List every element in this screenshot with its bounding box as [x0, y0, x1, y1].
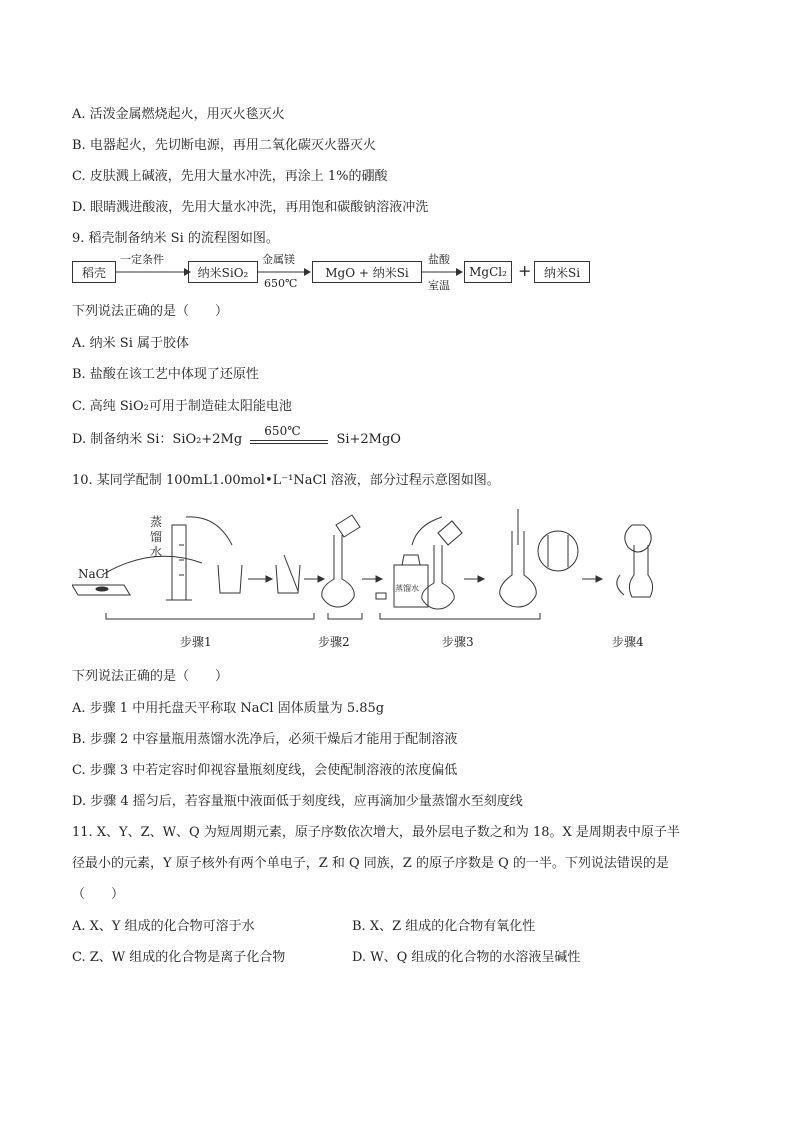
q9-option-c: C. 高纯 SiO₂可用于制造硅太阳能电池 [72, 399, 292, 414]
flow-plus: + [518, 261, 532, 280]
q11-option-d: D. W、Q 组成的化合物的水溶液呈碱性 [352, 950, 581, 965]
fig-label-step3: 步骤3 [442, 635, 474, 649]
q9-option-d-suffix: Si+2MgO [336, 432, 401, 447]
q9-option-a: A. 纳米 Si 属于胶体 [72, 336, 189, 351]
q9-option-d-prefix: D. 制备纳米 Si：SiO₂+2Mg [72, 432, 243, 447]
fig-label-wash-bottle: 蒸馏水 [395, 584, 419, 593]
flow-box-mgo-si: MgO + 纳米Si [312, 261, 422, 283]
q8-option-a: A. 活泼金属燃烧起火，用灭火毯灭火 [72, 107, 285, 122]
flow-box-mgcl2: MgCl₂ [464, 261, 512, 283]
equals-line-top [250, 440, 328, 441]
reaction-condition-text: 650℃ [264, 423, 301, 438]
q8-option-c: C. 皮肤溅上碱液，先用大量水冲洗，再涂上 1%的硼酸 [72, 169, 388, 184]
q11-stem-line3: （ ） [72, 887, 125, 902]
q9-prompt: 下列说法正确的是（ ） [72, 304, 229, 319]
q9-option-d [72, 423, 401, 447]
fig-label-distilled-water: 蒸馏水 [150, 515, 163, 559]
flow-arrow2-bottom-label: 650℃ [264, 277, 298, 290]
flow-arrow3-bottom-label: 室温 [428, 279, 450, 292]
fig-label-step2: 步骤2 [318, 635, 350, 649]
q11-stem-line2: 径最小的元素，Y 原子核外有两个单电子，Z 和 Q 同族，Z 的原子序数是 Q 的一半。下列说法错误的是 [72, 856, 669, 871]
q9-flow-diagram [72, 253, 592, 293]
flow-arrow3-top-label: 盐酸 [428, 253, 450, 266]
q11-option-a: A. X、Y 组成的化合物可溶于水 [72, 919, 255, 934]
q10-option-c: C. 步骤 3 中若定容时仰视容量瓶刻度线，会使配制溶液的浓度偏低 [72, 763, 458, 778]
flow-arrow2-top-label: 金属镁 [262, 253, 295, 266]
q10-option-b: B. 步骤 2 中容量瓶用蒸馏水洗净后，必须干燥后才能用于配制溶液 [72, 732, 458, 747]
fig-label-step1: 步骤1 [180, 635, 212, 649]
q10-figure [72, 505, 692, 655]
fig-label-step4: 步骤4 [612, 635, 644, 649]
flow-box-nano-si: 纳米Si [534, 261, 590, 283]
q10-option-d: D. 步骤 4 摇匀后，若容量瓶中液面低于刻度线，应再滴加少量蒸馏水至刻度线 [72, 794, 523, 809]
q10-stem: 10. 某同学配制 100mL1.00mol•L⁻¹NaCl 溶液，部分过程示意图如图。 [72, 473, 500, 488]
q11-option-c: C. Z、W 组成的化合物是离子化合物 [72, 950, 286, 965]
equals-line-bottom [250, 443, 328, 444]
q9-stem: 9. 稻壳制备纳米 Si 的流程图如图。 [72, 231, 279, 246]
q8-option-d: D. 眼睛溅进酸液，先用大量水冲洗，再用饱和碳酸钠溶液冲洗 [72, 200, 429, 215]
reaction-condition [250, 423, 328, 447]
q11-stem-line1: 11. X、Y、Z、W、Q 为短周期元素，原子序数依次增大，最外层电子数之和为 18。X 是周期表中原子半 [72, 825, 680, 840]
q9-option-b: B. 盐酸在该工艺中体现了还原性 [72, 367, 259, 382]
q11-option-b: B. X、Z 组成的化合物有氧化性 [352, 919, 536, 934]
flow-box-nano-sio2: 纳米SiO₂ [188, 261, 258, 283]
fig-label-nacl: NaCl [78, 567, 109, 581]
q8-option-b: B. 电器起火，先切断电源，再用二氧化碳灭火器灭火 [72, 138, 376, 153]
flow-arrow1-label: 一定条件 [120, 253, 164, 266]
lab-apparatus-drawing [72, 505, 692, 655]
flow-box-rice-husk: 稻壳 [72, 261, 116, 283]
q10-prompt: 下列说法正确的是（ ） [72, 669, 229, 684]
q10-option-a: A. 步骤 1 中用托盘天平称取 NaCl 固体质量为 5.85g [72, 701, 385, 716]
